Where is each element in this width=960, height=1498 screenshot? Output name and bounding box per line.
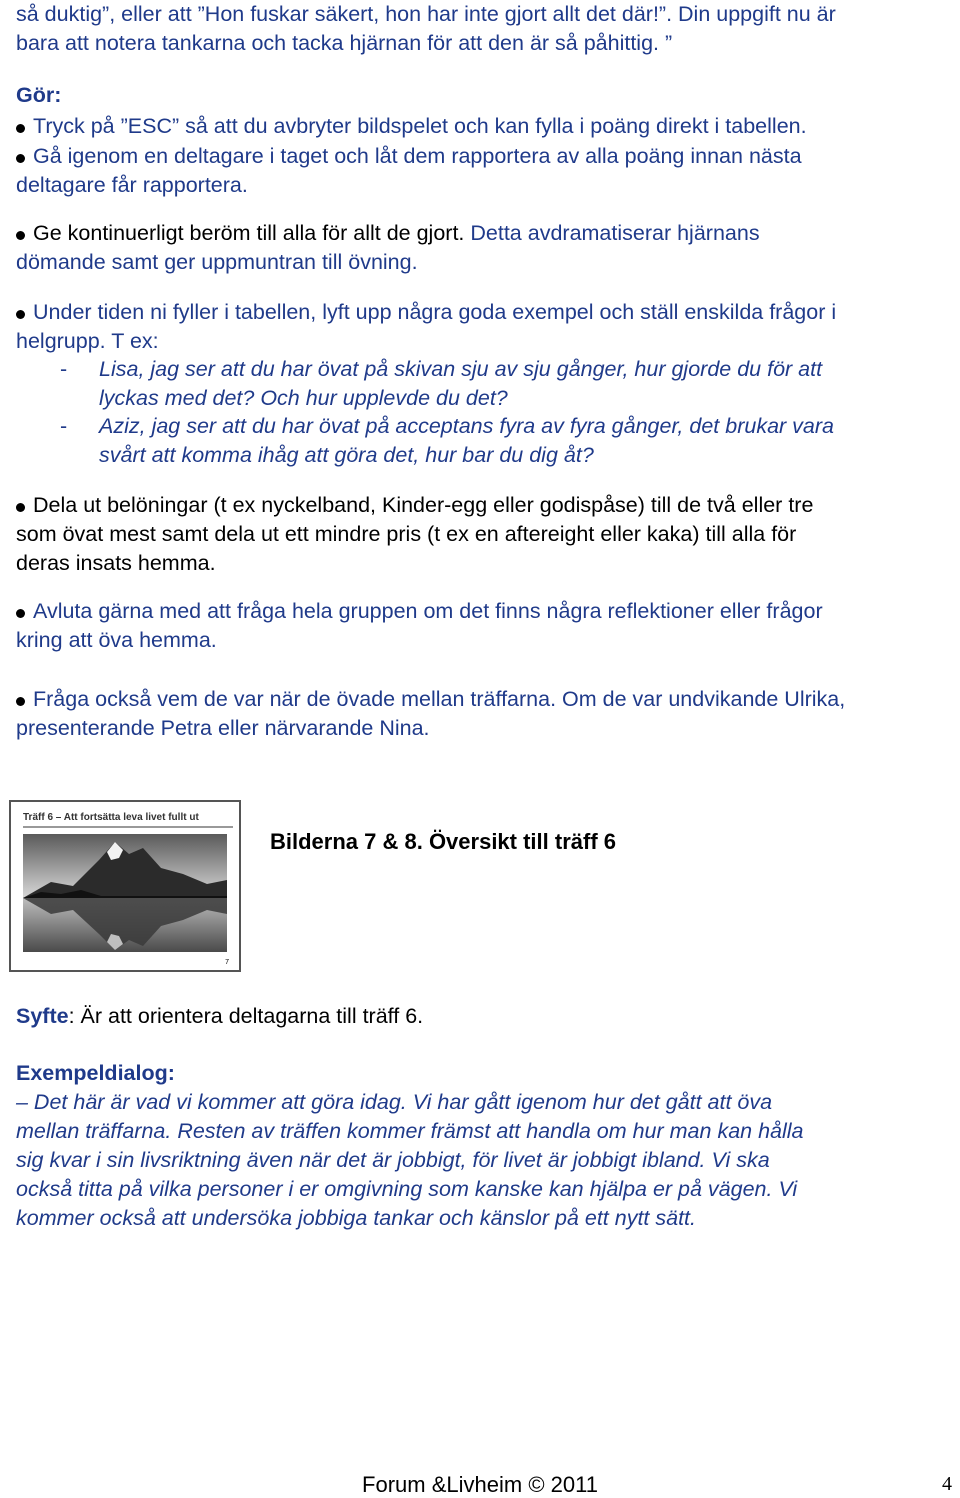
dash-text-line-2: lyckas med det? Och hur upplevde du det? bbox=[99, 386, 508, 410]
bullet-text-line-2: helgrupp. T ex: bbox=[16, 329, 159, 353]
dash-item-aziz bbox=[60, 412, 960, 470]
bullet-text-line-2: som övat mest samt dela ut ett mindre pris (t ex en aftereight eller kaka) till alla för bbox=[16, 522, 797, 546]
bullet-text-line-2: deltagare får rapportera. bbox=[16, 173, 248, 197]
bullet-text-line-2: presenterande Petra eller närvarande Nina. bbox=[16, 716, 430, 740]
slide-thumbnail bbox=[9, 800, 241, 972]
bullet-text-line-2: kring att öva hemma. bbox=[16, 628, 217, 652]
bullet-berom bbox=[16, 219, 946, 277]
slide-caption: Bilderna 7 & 8. Översikt till träff 6 bbox=[270, 829, 617, 854]
slide-thumbnail-number: 7 bbox=[225, 959, 229, 966]
bullet-dot-icon bbox=[16, 503, 25, 512]
mountain-lake-image-icon bbox=[11, 802, 239, 970]
dash-text-line-1: Aziz, jag ser att du har övat på acceptans fyra av fyra gånger, det brukar vara bbox=[99, 414, 834, 438]
dash-text-line-2: svårt att komma ihåg att göra det, hur bar du dig åt? bbox=[99, 443, 594, 467]
bullet-text-line-3: deras insats hemma. bbox=[16, 551, 216, 575]
exempeldialog-heading: Exempeldialog: bbox=[16, 1061, 175, 1085]
syfte-paragraph bbox=[16, 1002, 423, 1031]
dash-marker: - bbox=[60, 357, 68, 381]
bullet-avsluta bbox=[16, 597, 946, 655]
bullet-dot-icon bbox=[16, 609, 25, 618]
bullet-rapportera bbox=[16, 142, 946, 200]
syfte-text: : Är att orientera deltagarna till träff 6. bbox=[68, 1004, 424, 1028]
dash-marker: - bbox=[60, 414, 68, 438]
bullet-text-line-1: Gå igenom en deltagare i taget och låt dem rapportera av alla poäng innan nästa bbox=[33, 144, 802, 168]
dash-text-line-1: Lisa, jag ser att du har övat på skivan sju av sju gånger, hur gjorde du för att bbox=[99, 357, 823, 381]
dash-item-lisa bbox=[60, 355, 960, 413]
gor-heading: Gör: bbox=[16, 83, 62, 107]
bullet-text-line-1: Avluta gärna med att fråga hela gruppen om det finns några reflektioner eller frågor bbox=[33, 599, 823, 623]
bullet-text: Tryck på ”ESC” så att du avbryter bildspelet och kan fylla i poäng direkt i tabellen. bbox=[33, 114, 807, 138]
bullet-text-line-1: Dela ut belöningar (t ex nyckelband, Kinder-egg eller godispåse) till de två eller tre bbox=[33, 493, 814, 517]
dialog-line-4: också titta på vilka personer i er omgivning som kanske kan hjälpa er på vägen. Vi bbox=[16, 1177, 798, 1201]
bullet-text-line-1 bbox=[16, 219, 946, 248]
syfte-label: Syfte bbox=[16, 1004, 69, 1028]
bullet-fraga bbox=[16, 685, 946, 743]
bullet-text-line-1: Under tiden ni fyller i tabellen, lyft upp några goda exempel och ställ enskilda frågor i bbox=[33, 300, 837, 324]
bullet-exempel bbox=[16, 298, 946, 356]
bullet-esc bbox=[16, 112, 946, 141]
dialog-line-2: mellan träffarna. Resten av träffen kommer främst att handla om hur man kan hålla bbox=[16, 1119, 804, 1143]
page-number: 4 bbox=[942, 1473, 952, 1495]
bullet-text-black: Ge kontinuerligt beröm till alla för allt de gjort. bbox=[33, 221, 465, 245]
bullet-text-line-1: Fråga också vem de var när de övade mellan träffarna. Om de var undvikande Ulrika, bbox=[33, 687, 846, 711]
bullet-text-blue: Detta avdramatiserar hjärnans bbox=[464, 221, 760, 245]
bullet-text-line-2: dömande samt ger uppmuntran till övning. bbox=[16, 250, 418, 274]
dialog-line-1: – Det här är vad vi kommer att göra idag. Vi har gått igenom hur det gått att öva bbox=[16, 1090, 773, 1114]
bullet-dot-icon bbox=[16, 124, 25, 133]
bullet-beloningar bbox=[16, 491, 946, 578]
dialog-line-5: kommer också att undersöka jobbiga tankar och känslor på ett nytt sätt. bbox=[16, 1206, 696, 1230]
bullet-dot-icon bbox=[16, 154, 25, 163]
bullet-dot-icon bbox=[16, 231, 25, 240]
bullet-dot-icon bbox=[16, 310, 25, 319]
footer-copyright: Forum &Livheim © 2011 bbox=[362, 1472, 598, 1497]
intro-line-1: så duktig”, eller att ”Hon fuskar säkert, hon har inte gjort allt det där!”. Din uppgift nu är bbox=[16, 2, 836, 26]
slide-thumbnail-title: Träff 6 – Att fortsätta leva livet fullt ut bbox=[23, 812, 199, 823]
dialog-line-3: sig kvar i sin livsriktning även när det är jobbigt, för livet är jobbigt ibland. Vi ska bbox=[16, 1148, 770, 1172]
bullet-dot-icon bbox=[16, 697, 25, 706]
intro-line-2: bara att notera tankarna och tacka hjärnan för att den är så påhittig. ” bbox=[16, 31, 673, 55]
